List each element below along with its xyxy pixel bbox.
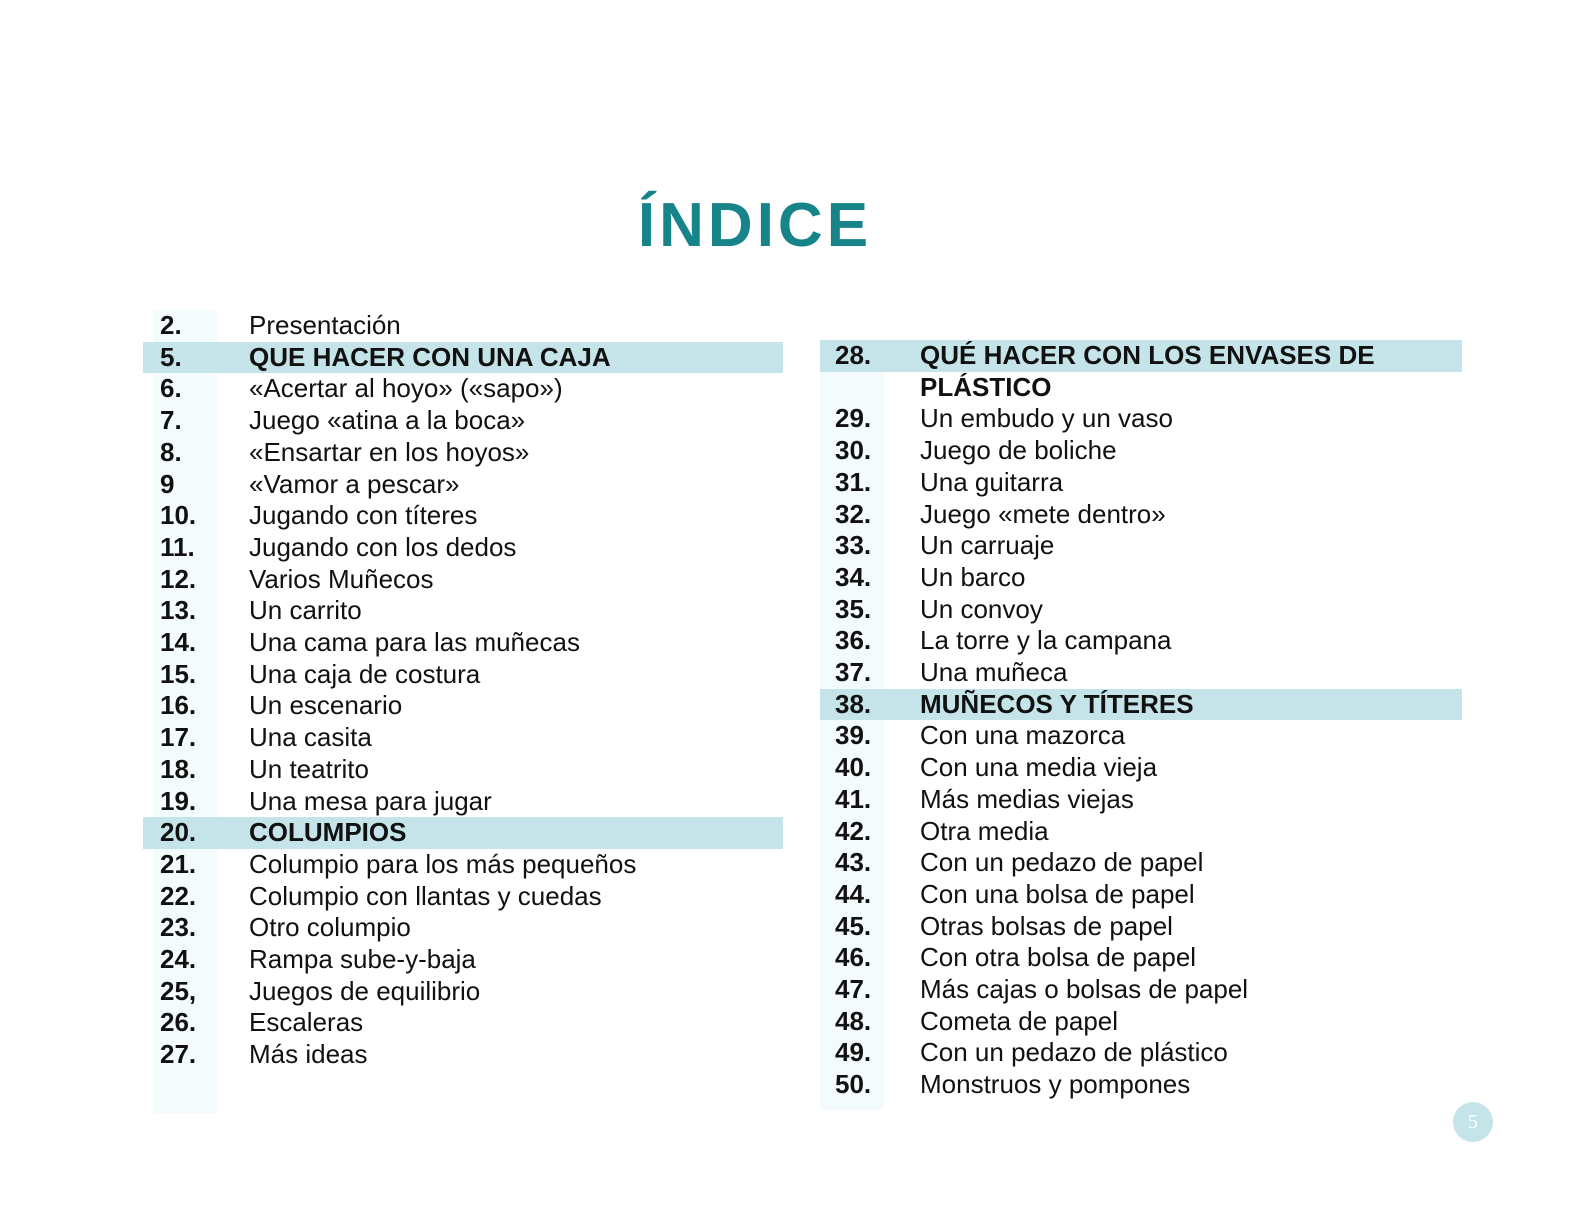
entry-title: Juegos de equilibrio xyxy=(249,975,481,1006)
entry-page-number: 45. xyxy=(835,910,872,941)
entry-page-number: 44. xyxy=(835,878,872,909)
entry-title: La torre y la campana xyxy=(920,625,1172,656)
page-number-badge: 5 xyxy=(1453,1102,1493,1142)
entry-title: Con otra bolsa de papel xyxy=(920,942,1197,973)
index-entry xyxy=(143,659,783,691)
index-entry xyxy=(820,974,1462,1006)
entry-title: Columpio con llantas y cuedas xyxy=(249,880,602,911)
index-left-column xyxy=(143,310,783,1071)
index-entry xyxy=(820,594,1462,626)
entry-title: «Acertar al hoyo» («sapo») xyxy=(249,373,563,404)
index-entry xyxy=(143,310,783,342)
entry-page-number: 18. xyxy=(160,753,197,784)
index-entry xyxy=(143,373,783,405)
index-entry xyxy=(820,562,1462,594)
entry-title: Una guitarra xyxy=(920,466,1064,497)
entry-title: Una muñeca xyxy=(920,657,1068,688)
entry-title: Con un pedazo de papel xyxy=(920,847,1204,878)
entry-page-number: 28. xyxy=(835,340,872,370)
entry-title: Con un pedazo de plástico xyxy=(920,1037,1228,1068)
index-entry xyxy=(143,564,783,596)
index-entry xyxy=(820,467,1462,499)
index-entry xyxy=(143,437,783,469)
entry-page-number: 20. xyxy=(160,817,197,848)
entry-page-number: 41. xyxy=(835,783,872,814)
entry-title: Con una mazorca xyxy=(920,720,1126,751)
index-entry xyxy=(143,690,783,722)
index-entry xyxy=(820,720,1462,752)
index-entry xyxy=(820,942,1462,974)
index-entry xyxy=(143,532,783,564)
entry-page-number: 46. xyxy=(835,942,872,973)
entry-page-number: 2. xyxy=(160,310,182,340)
index-section-heading xyxy=(820,689,1462,721)
index-entry xyxy=(143,849,783,881)
entry-page-number: 47. xyxy=(835,974,872,1005)
index-entry xyxy=(820,625,1462,657)
entry-page-number: 13. xyxy=(160,595,197,626)
entry-page-number: 27. xyxy=(160,1039,197,1070)
entry-page-number: 43. xyxy=(835,847,872,878)
entry-title: COLUMPIOS xyxy=(249,817,407,848)
entry-title: PLÁSTICO xyxy=(920,371,1052,402)
index-entry xyxy=(143,912,783,944)
entry-page-number: 25, xyxy=(160,975,197,1006)
index-entry xyxy=(143,1007,783,1039)
entry-page-number: 33. xyxy=(835,530,872,561)
entry-page-number: 11. xyxy=(160,531,195,562)
page-title: ÍNDICE xyxy=(637,191,873,260)
entry-page-number: 8. xyxy=(160,436,182,467)
entry-page-number: 7. xyxy=(160,405,182,436)
entry-title: Escaleras xyxy=(249,1007,364,1038)
entry-title: Otra media xyxy=(920,815,1049,846)
entry-page-number: 24. xyxy=(160,944,197,975)
entry-title: Varios Muñecos xyxy=(249,563,434,594)
index-entry xyxy=(820,784,1462,816)
index-entry xyxy=(143,881,783,913)
entry-title: Con una media vieja xyxy=(920,752,1158,783)
entry-title: MUÑECOS Y TÍTERES xyxy=(920,688,1194,719)
index-entry xyxy=(143,1039,783,1071)
entry-page-number: 32. xyxy=(835,498,872,529)
entry-page-number: 9 xyxy=(160,468,175,499)
index-entry xyxy=(143,722,783,754)
index-entry xyxy=(143,500,783,532)
entry-page-number: 37. xyxy=(835,657,872,688)
entry-page-number: 26. xyxy=(160,1007,197,1038)
entry-title: Más medias viejas xyxy=(920,783,1134,814)
entry-page-number: 39. xyxy=(835,720,872,751)
entry-title: Un teatrito xyxy=(249,753,369,784)
entry-title: Con una bolsa de papel xyxy=(920,878,1195,909)
entry-page-number: 10. xyxy=(160,500,197,531)
entry-title: Un carrito xyxy=(249,595,362,626)
entry-title: QUÉ HACER CON LOS ENVASES DE xyxy=(920,340,1375,370)
entry-page-number: 30. xyxy=(835,435,872,466)
index-entry xyxy=(143,786,783,818)
entry-page-number: 31. xyxy=(835,466,872,497)
index-entry xyxy=(820,435,1462,467)
entry-title: Una caja de costura xyxy=(249,658,481,689)
entry-title: Un barco xyxy=(920,561,1026,592)
entry-page-number: 42. xyxy=(835,815,872,846)
index-entry xyxy=(820,1006,1462,1038)
entry-title: Cometa de papel xyxy=(920,1005,1119,1036)
entry-title: Un embudo y un vaso xyxy=(920,403,1173,434)
entry-title: QUE HACER CON UNA CAJA xyxy=(249,341,611,372)
entry-page-number: 35. xyxy=(835,593,872,624)
entry-title: Rampa sube-y-baja xyxy=(249,944,476,975)
index-entry xyxy=(820,1037,1462,1069)
index-entry xyxy=(820,499,1462,531)
entry-title: Más cajas o bolsas de papel xyxy=(920,974,1249,1005)
entry-page-number: 34. xyxy=(835,561,872,592)
entry-page-number: 40. xyxy=(835,752,872,783)
entry-title: Juego «mete dentro» xyxy=(920,498,1166,529)
index-entry xyxy=(143,627,783,659)
entry-page-number xyxy=(820,372,920,404)
index-entry xyxy=(143,405,783,437)
entry-title: Monstruos y pompones xyxy=(920,1069,1191,1100)
entry-title: Presentación xyxy=(249,310,401,340)
entry-title: «Ensartar en los hoyos» xyxy=(249,436,530,467)
entry-page-number: 23. xyxy=(160,912,197,943)
entry-title: Otras bolsas de papel xyxy=(920,910,1173,941)
entry-page-number: 14. xyxy=(160,627,197,658)
index-right-column xyxy=(820,340,1462,1101)
entry-page-number: 12. xyxy=(160,563,197,594)
entry-title: Jugando con los dedos xyxy=(249,531,517,562)
entry-page-number: 29. xyxy=(835,403,872,434)
index-entry xyxy=(143,754,783,786)
index-entry xyxy=(143,595,783,627)
index-entry xyxy=(820,847,1462,879)
entry-page-number: 15. xyxy=(160,658,197,689)
entry-page-number: 5. xyxy=(160,341,182,372)
entry-title: Columpio para los más pequeños xyxy=(249,848,637,879)
index-entry xyxy=(820,403,1462,435)
index-entry xyxy=(143,976,783,1008)
entry-page-number: 22. xyxy=(160,880,197,911)
index-entry xyxy=(820,372,1462,404)
entry-title: Una cama para las muñecas xyxy=(249,627,580,658)
index-entry xyxy=(820,911,1462,943)
entry-title: Otro columpio xyxy=(249,912,411,943)
entry-page-number: 21. xyxy=(160,848,197,879)
index-section-heading xyxy=(143,342,783,374)
entry-title: Una casita xyxy=(249,722,372,753)
index-entry xyxy=(820,1069,1462,1101)
index-entry xyxy=(143,469,783,501)
entry-page-number: 17. xyxy=(160,722,197,753)
entry-page-number: 50. xyxy=(835,1069,872,1100)
entry-page-number: 48. xyxy=(835,1005,872,1036)
entry-title: Jugando con títeres xyxy=(249,500,478,531)
entry-page-number: 36. xyxy=(835,625,872,656)
entry-title: Juego de boliche xyxy=(920,435,1117,466)
entry-title: «Vamor a pescar» xyxy=(249,468,460,499)
entry-title: Un escenario xyxy=(249,690,403,721)
index-entry xyxy=(820,657,1462,689)
entry-page-number: 49. xyxy=(835,1037,872,1068)
entry-title: Juego «atina a la boca» xyxy=(249,405,526,436)
entry-page-number: 16. xyxy=(160,690,197,721)
entry-page-number: 19. xyxy=(160,785,197,816)
index-entry xyxy=(820,879,1462,911)
index-entry xyxy=(820,530,1462,562)
entry-title: Un convoy xyxy=(920,593,1043,624)
entry-page-number: 38. xyxy=(835,688,872,719)
index-section-heading xyxy=(820,340,1462,372)
entry-title: Un carruaje xyxy=(920,530,1055,561)
index-entry xyxy=(143,944,783,976)
index-section-heading xyxy=(143,817,783,849)
entry-title: Más ideas xyxy=(249,1039,368,1070)
index-entry xyxy=(820,816,1462,848)
entry-title: Una mesa para jugar xyxy=(249,785,492,816)
entry-page-number: 6. xyxy=(160,373,182,404)
index-entry xyxy=(820,752,1462,784)
